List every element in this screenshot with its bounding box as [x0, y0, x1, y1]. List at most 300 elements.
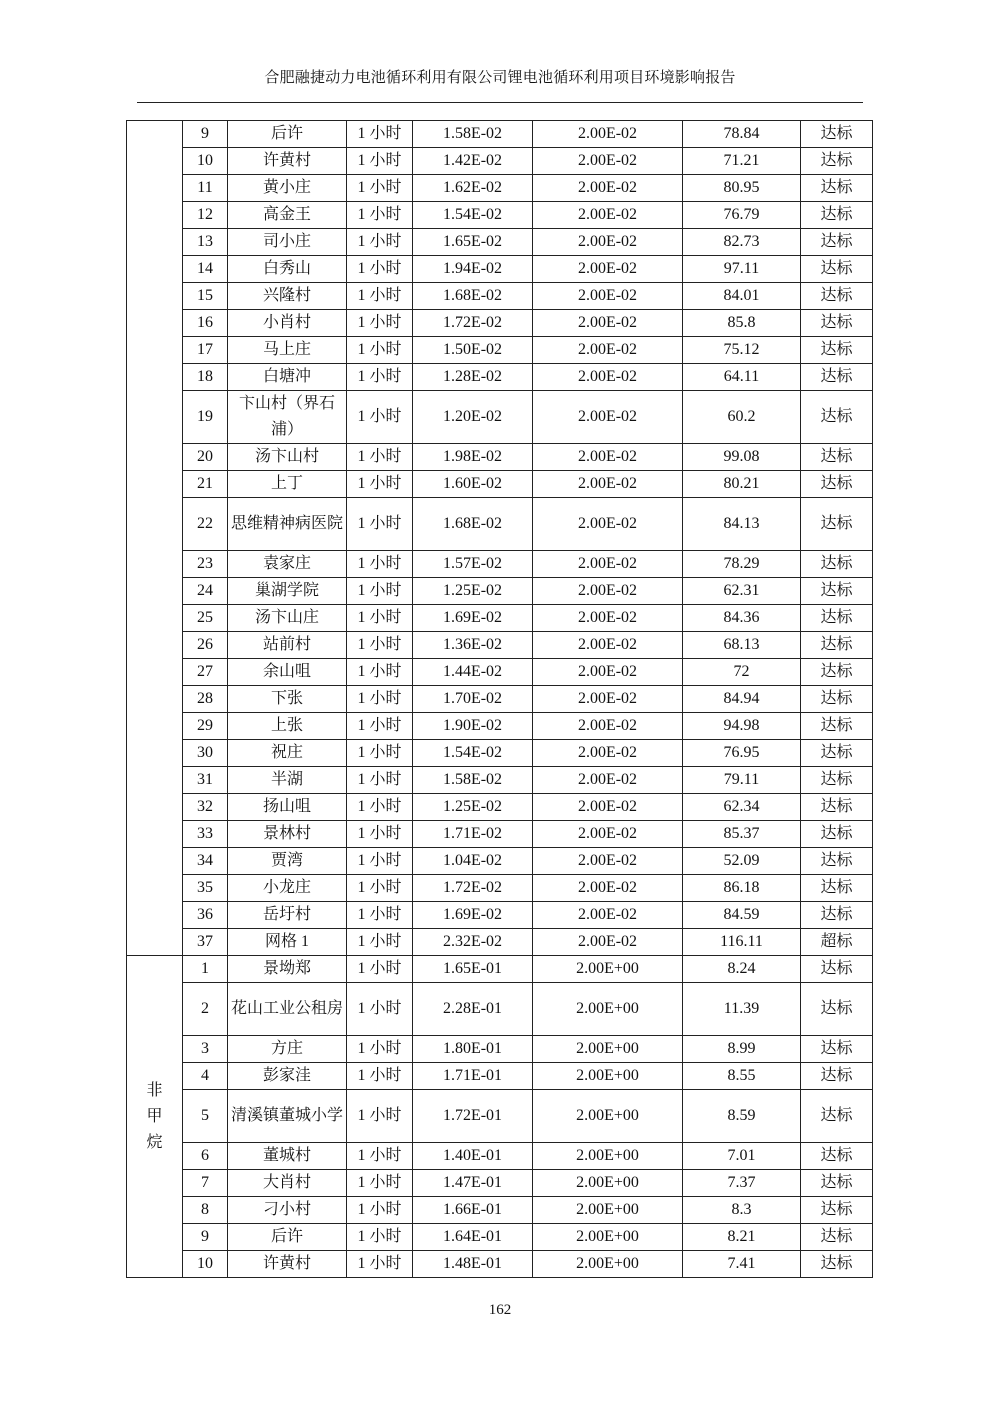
ratio-percent: 80.95	[683, 175, 801, 202]
predicted-concentration: 1.71E-02	[413, 821, 533, 848]
site-name: 思维精神病医院	[228, 498, 347, 551]
compliance-status: 达标	[801, 875, 873, 902]
averaging-period: 1 小时	[347, 121, 413, 148]
standard-value: 2.00E-02	[533, 148, 683, 175]
averaging-period: 1 小时	[347, 337, 413, 364]
ratio-percent: 8.55	[683, 1063, 801, 1090]
compliance-status: 达标	[801, 902, 873, 929]
row-number: 22	[183, 498, 228, 551]
predicted-concentration: 1.72E-02	[413, 875, 533, 902]
ratio-percent: 7.41	[683, 1251, 801, 1278]
row-number: 13	[183, 229, 228, 256]
compliance-status: 达标	[801, 632, 873, 659]
compliance-status: 达标	[801, 686, 873, 713]
standard-value: 2.00E-02	[533, 175, 683, 202]
row-number: 29	[183, 713, 228, 740]
compliance-status: 达标	[801, 794, 873, 821]
table-row	[127, 956, 873, 983]
ratio-percent: 75.12	[683, 337, 801, 364]
predicted-concentration: 1.69E-02	[413, 605, 533, 632]
row-number: 19	[183, 391, 228, 444]
predicted-concentration: 1.20E-02	[413, 391, 533, 444]
standard-value: 2.00E-02	[533, 364, 683, 391]
site-name: 景林村	[228, 821, 347, 848]
site-name: 上丁	[228, 471, 347, 498]
table-row	[127, 659, 873, 686]
standard-value: 2.00E-02	[533, 929, 683, 956]
averaging-period: 1 小时	[347, 551, 413, 578]
table-row	[127, 713, 873, 740]
compliance-status: 达标	[801, 202, 873, 229]
predicted-concentration: 1.69E-02	[413, 902, 533, 929]
site-name: 半湖	[228, 767, 347, 794]
standard-value: 2.00E+00	[533, 1170, 683, 1197]
averaging-period: 1 小时	[347, 256, 413, 283]
table-row	[127, 1090, 873, 1143]
table-row	[127, 256, 873, 283]
row-number: 5	[183, 1090, 228, 1143]
averaging-period: 1 小时	[347, 578, 413, 605]
site-name: 后许	[228, 1224, 347, 1251]
predicted-concentration: 1.50E-02	[413, 337, 533, 364]
table-row	[127, 1251, 873, 1278]
ratio-percent: 7.01	[683, 1143, 801, 1170]
row-number: 27	[183, 659, 228, 686]
row-number: 14	[183, 256, 228, 283]
table-row	[127, 364, 873, 391]
ratio-percent: 79.11	[683, 767, 801, 794]
row-number: 9	[183, 1224, 228, 1251]
standard-value: 2.00E+00	[533, 1197, 683, 1224]
standard-value: 2.00E-02	[533, 821, 683, 848]
table-row	[127, 740, 873, 767]
averaging-period: 1 小时	[347, 364, 413, 391]
standard-value: 2.00E-02	[533, 202, 683, 229]
ratio-percent: 64.11	[683, 364, 801, 391]
averaging-period: 1 小时	[347, 875, 413, 902]
predicted-concentration: 1.65E-01	[413, 956, 533, 983]
row-number: 31	[183, 767, 228, 794]
row-number: 20	[183, 444, 228, 471]
site-name: 花山工业公租房	[228, 983, 347, 1036]
table-row	[127, 1063, 873, 1090]
ratio-percent: 80.21	[683, 471, 801, 498]
site-name: 网格 1	[228, 929, 347, 956]
row-number: 9	[183, 121, 228, 148]
site-name: 高金王	[228, 202, 347, 229]
site-name: 许黄村	[228, 1251, 347, 1278]
standard-value: 2.00E-02	[533, 256, 683, 283]
predicted-concentration: 1.90E-02	[413, 713, 533, 740]
compliance-status: 达标	[801, 498, 873, 551]
site-name: 岳圩村	[228, 902, 347, 929]
row-number: 18	[183, 364, 228, 391]
site-name: 马上庄	[228, 337, 347, 364]
table-row	[127, 1143, 873, 1170]
row-number: 1	[183, 956, 228, 983]
row-number: 10	[183, 1251, 228, 1278]
pollutant-cell: 非甲烷	[127, 956, 183, 1278]
table-row	[127, 605, 873, 632]
standard-value: 2.00E+00	[533, 1224, 683, 1251]
table-row	[127, 794, 873, 821]
standard-value: 2.00E-02	[533, 551, 683, 578]
row-number: 12	[183, 202, 228, 229]
table-row	[127, 686, 873, 713]
averaging-period: 1 小时	[347, 444, 413, 471]
ratio-percent: 84.13	[683, 498, 801, 551]
row-number: 23	[183, 551, 228, 578]
row-number: 36	[183, 902, 228, 929]
ratio-percent: 78.84	[683, 121, 801, 148]
compliance-status: 达标	[801, 229, 873, 256]
standard-value: 2.00E-02	[533, 632, 683, 659]
averaging-period: 1 小时	[347, 229, 413, 256]
standard-value: 2.00E-02	[533, 498, 683, 551]
table-row	[127, 337, 873, 364]
site-name: 上张	[228, 713, 347, 740]
ratio-percent: 94.98	[683, 713, 801, 740]
ratio-percent: 84.59	[683, 902, 801, 929]
averaging-period: 1 小时	[347, 632, 413, 659]
predicted-concentration: 1.47E-01	[413, 1170, 533, 1197]
table-row	[127, 767, 873, 794]
ratio-percent: 62.31	[683, 578, 801, 605]
ratio-percent: 68.13	[683, 632, 801, 659]
standard-value: 2.00E-02	[533, 902, 683, 929]
standard-value: 2.00E-02	[533, 121, 683, 148]
table-row	[127, 578, 873, 605]
predicted-concentration: 1.68E-02	[413, 498, 533, 551]
predicted-concentration: 1.68E-02	[413, 283, 533, 310]
compliance-status: 达标	[801, 175, 873, 202]
compliance-status: 达标	[801, 283, 873, 310]
ratio-percent: 78.29	[683, 551, 801, 578]
site-name: 祝庄	[228, 740, 347, 767]
compliance-status: 超标	[801, 929, 873, 956]
site-name: 刁小村	[228, 1197, 347, 1224]
standard-value: 2.00E+00	[533, 1036, 683, 1063]
standard-value: 2.00E-02	[533, 875, 683, 902]
row-number: 35	[183, 875, 228, 902]
standard-value: 2.00E+00	[533, 1063, 683, 1090]
compliance-status: 达标	[801, 1036, 873, 1063]
ratio-percent: 8.59	[683, 1090, 801, 1143]
standard-value: 2.00E+00	[533, 1090, 683, 1143]
compliance-status: 达标	[801, 121, 873, 148]
compliance-status: 达标	[801, 256, 873, 283]
ratio-percent: 76.79	[683, 202, 801, 229]
ratio-percent: 8.99	[683, 1036, 801, 1063]
averaging-period: 1 小时	[347, 848, 413, 875]
row-number: 4	[183, 1063, 228, 1090]
table-row	[127, 848, 873, 875]
ratio-percent: 60.2	[683, 391, 801, 444]
standard-value: 2.00E+00	[533, 1143, 683, 1170]
standard-value: 2.00E+00	[533, 1251, 683, 1278]
table-row	[127, 821, 873, 848]
site-name: 站前村	[228, 632, 347, 659]
site-name: 卞山村（界石浦）	[228, 391, 347, 444]
predicted-concentration: 1.44E-02	[413, 659, 533, 686]
row-number: 21	[183, 471, 228, 498]
site-name: 大肖村	[228, 1170, 347, 1197]
compliance-status: 达标	[801, 1143, 873, 1170]
site-name: 汤卞山庄	[228, 605, 347, 632]
site-name: 彭家洼	[228, 1063, 347, 1090]
row-number: 15	[183, 283, 228, 310]
averaging-period: 1 小时	[347, 983, 413, 1036]
compliance-status: 达标	[801, 444, 873, 471]
compliance-status: 达标	[801, 1224, 873, 1251]
row-number: 10	[183, 148, 228, 175]
standard-value: 2.00E-02	[533, 605, 683, 632]
standard-value: 2.00E-02	[533, 740, 683, 767]
averaging-period: 1 小时	[347, 713, 413, 740]
site-name: 董城村	[228, 1143, 347, 1170]
standard-value: 2.00E-02	[533, 686, 683, 713]
row-number: 17	[183, 337, 228, 364]
predicted-concentration: 1.70E-02	[413, 686, 533, 713]
table-row	[127, 175, 873, 202]
site-name: 司小庄	[228, 229, 347, 256]
predicted-concentration: 1.04E-02	[413, 848, 533, 875]
table-row	[127, 391, 873, 444]
row-number: 16	[183, 310, 228, 337]
standard-value: 2.00E-02	[533, 229, 683, 256]
predicted-concentration: 1.72E-01	[413, 1090, 533, 1143]
table-row	[127, 498, 873, 551]
site-name: 余山咀	[228, 659, 347, 686]
site-name: 后许	[228, 121, 347, 148]
row-number: 6	[183, 1143, 228, 1170]
averaging-period: 1 小时	[347, 740, 413, 767]
ratio-percent: 86.18	[683, 875, 801, 902]
predicted-concentration: 1.28E-02	[413, 364, 533, 391]
compliance-status: 达标	[801, 391, 873, 444]
averaging-period: 1 小时	[347, 1251, 413, 1278]
row-number: 28	[183, 686, 228, 713]
row-number: 32	[183, 794, 228, 821]
predicted-concentration: 1.71E-01	[413, 1063, 533, 1090]
pollutant-cell	[127, 121, 183, 956]
site-name: 黄小庄	[228, 175, 347, 202]
ratio-percent: 62.34	[683, 794, 801, 821]
averaging-period: 1 小时	[347, 148, 413, 175]
predicted-concentration: 1.65E-02	[413, 229, 533, 256]
standard-value: 2.00E-02	[533, 391, 683, 444]
table-row	[127, 121, 873, 148]
table-body	[127, 121, 873, 1278]
row-number: 26	[183, 632, 228, 659]
predicted-concentration: 2.32E-02	[413, 929, 533, 956]
site-name: 兴隆村	[228, 283, 347, 310]
predicted-concentration: 1.25E-02	[413, 794, 533, 821]
standard-value: 2.00E+00	[533, 983, 683, 1036]
site-name: 方庄	[228, 1036, 347, 1063]
table-row	[127, 551, 873, 578]
site-name: 小龙庄	[228, 875, 347, 902]
site-name: 下张	[228, 686, 347, 713]
predicted-concentration: 1.60E-02	[413, 471, 533, 498]
compliance-status: 达标	[801, 740, 873, 767]
site-name: 汤卞山村	[228, 444, 347, 471]
predicted-concentration: 1.98E-02	[413, 444, 533, 471]
ratio-percent: 11.39	[683, 983, 801, 1036]
ratio-percent: 97.11	[683, 256, 801, 283]
averaging-period: 1 小时	[347, 1090, 413, 1143]
ratio-percent: 84.01	[683, 283, 801, 310]
row-number: 25	[183, 605, 228, 632]
standard-value: 2.00E-02	[533, 578, 683, 605]
row-number: 33	[183, 821, 228, 848]
compliance-status: 达标	[801, 148, 873, 175]
predicted-concentration: 1.94E-02	[413, 256, 533, 283]
table-row	[127, 1170, 873, 1197]
ratio-percent: 72	[683, 659, 801, 686]
averaging-period: 1 小时	[347, 686, 413, 713]
site-name: 白塘冲	[228, 364, 347, 391]
row-number: 8	[183, 1197, 228, 1224]
row-number: 30	[183, 740, 228, 767]
predicted-concentration: 1.40E-01	[413, 1143, 533, 1170]
site-name: 袁家庄	[228, 551, 347, 578]
predicted-concentration: 1.64E-01	[413, 1224, 533, 1251]
standard-value: 2.00E-02	[533, 444, 683, 471]
standard-value: 2.00E-02	[533, 848, 683, 875]
compliance-status: 达标	[801, 713, 873, 740]
table-row	[127, 283, 873, 310]
compliance-status: 达标	[801, 821, 873, 848]
compliance-status: 达标	[801, 1090, 873, 1143]
standard-value: 2.00E-02	[533, 659, 683, 686]
compliance-status: 达标	[801, 848, 873, 875]
standard-value: 2.00E-02	[533, 471, 683, 498]
site-name: 贾湾	[228, 848, 347, 875]
standard-value: 2.00E-02	[533, 767, 683, 794]
site-name: 许黄村	[228, 148, 347, 175]
compliance-status: 达标	[801, 983, 873, 1036]
ratio-percent: 7.37	[683, 1170, 801, 1197]
concentration-table	[126, 120, 873, 1278]
ratio-percent: 84.94	[683, 686, 801, 713]
averaging-period: 1 小时	[347, 659, 413, 686]
ratio-percent: 71.21	[683, 148, 801, 175]
row-number: 11	[183, 175, 228, 202]
compliance-status: 达标	[801, 767, 873, 794]
standard-value: 2.00E+00	[533, 956, 683, 983]
ratio-percent: 84.36	[683, 605, 801, 632]
compliance-status: 达标	[801, 1170, 873, 1197]
averaging-period: 1 小时	[347, 605, 413, 632]
predicted-concentration: 1.62E-02	[413, 175, 533, 202]
row-number: 2	[183, 983, 228, 1036]
predicted-concentration: 1.36E-02	[413, 632, 533, 659]
page-number: 162	[488, 1302, 512, 1318]
predicted-concentration: 1.48E-01	[413, 1251, 533, 1278]
ratio-percent: 99.08	[683, 444, 801, 471]
ratio-percent: 8.24	[683, 956, 801, 983]
averaging-period: 1 小时	[347, 498, 413, 551]
averaging-period: 1 小时	[347, 175, 413, 202]
site-name: 小肖村	[228, 310, 347, 337]
predicted-concentration: 1.72E-02	[413, 310, 533, 337]
predicted-concentration: 1.54E-02	[413, 202, 533, 229]
averaging-period: 1 小时	[347, 767, 413, 794]
averaging-period: 1 小时	[347, 202, 413, 229]
averaging-period: 1 小时	[347, 310, 413, 337]
table-row	[127, 929, 873, 956]
site-name: 景坳郑	[228, 956, 347, 983]
standard-value: 2.00E-02	[533, 283, 683, 310]
compliance-status: 达标	[801, 659, 873, 686]
table-row	[127, 1224, 873, 1251]
averaging-period: 1 小时	[347, 821, 413, 848]
averaging-period: 1 小时	[347, 929, 413, 956]
table-row	[127, 983, 873, 1036]
predicted-concentration: 1.25E-02	[413, 578, 533, 605]
table-row	[127, 148, 873, 175]
site-name: 巢湖学院	[228, 578, 347, 605]
table-row	[127, 202, 873, 229]
table-row	[127, 444, 873, 471]
table-row	[127, 1036, 873, 1063]
table-row	[127, 310, 873, 337]
ratio-percent: 8.21	[683, 1224, 801, 1251]
table-row	[127, 229, 873, 256]
table-row	[127, 875, 873, 902]
averaging-period: 1 小时	[347, 1197, 413, 1224]
site-name: 白秀山	[228, 256, 347, 283]
averaging-period: 1 小时	[347, 391, 413, 444]
averaging-period: 1 小时	[347, 471, 413, 498]
predicted-concentration: 1.58E-02	[413, 767, 533, 794]
averaging-period: 1 小时	[347, 1170, 413, 1197]
predicted-concentration: 1.58E-02	[413, 121, 533, 148]
predicted-concentration: 1.80E-01	[413, 1036, 533, 1063]
compliance-status: 达标	[801, 471, 873, 498]
averaging-period: 1 小时	[347, 283, 413, 310]
averaging-period: 1 小时	[347, 1224, 413, 1251]
compliance-status: 达标	[801, 578, 873, 605]
table-row	[127, 632, 873, 659]
site-name: 清溪镇董城小学	[228, 1090, 347, 1143]
ratio-percent: 116.11	[683, 929, 801, 956]
row-number: 7	[183, 1170, 228, 1197]
compliance-status: 达标	[801, 364, 873, 391]
ratio-percent: 8.3	[683, 1197, 801, 1224]
predicted-concentration: 1.42E-02	[413, 148, 533, 175]
averaging-period: 1 小时	[347, 1063, 413, 1090]
compliance-status: 达标	[801, 1251, 873, 1278]
page-header-title: 合肥融捷动力电池循环利用有限公司锂电池循环利用项目环境影响报告	[264, 70, 736, 86]
ratio-percent: 52.09	[683, 848, 801, 875]
compliance-status: 达标	[801, 605, 873, 632]
table-row	[127, 471, 873, 498]
averaging-period: 1 小时	[347, 902, 413, 929]
standard-value: 2.00E-02	[533, 310, 683, 337]
ratio-percent: 76.95	[683, 740, 801, 767]
averaging-period: 1 小时	[347, 794, 413, 821]
predicted-concentration: 1.66E-01	[413, 1197, 533, 1224]
site-name: 扬山咀	[228, 794, 347, 821]
compliance-status: 达标	[801, 310, 873, 337]
standard-value: 2.00E-02	[533, 337, 683, 364]
compliance-status: 达标	[801, 1197, 873, 1224]
ratio-percent: 82.73	[683, 229, 801, 256]
averaging-period: 1 小时	[347, 1036, 413, 1063]
ratio-percent: 85.8	[683, 310, 801, 337]
